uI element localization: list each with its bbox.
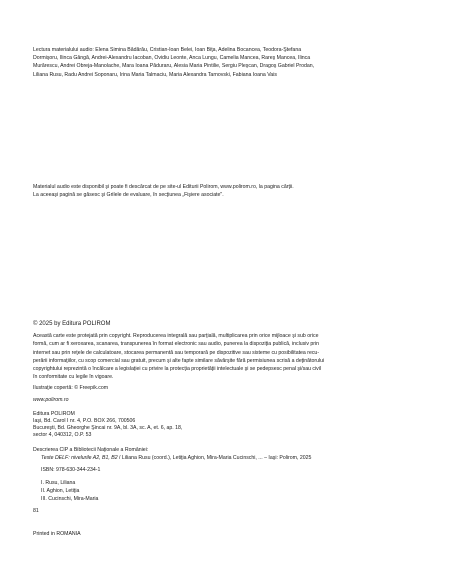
readers-credits: [33, 46, 418, 79]
copyright-notice-line: Această carte este protejată prin copyright. Reproducerea integrală sau parţială, multiplicarea prin orice mijloace şi sub orice: [33, 333, 319, 340]
cover-credit: [33, 384, 418, 392]
cover-credit-line: Ilustraţie copertă: © Freepik.com: [33, 385, 109, 391]
readers-line: Lectura materialului audio: Elena Simina Bădărău, Cristian-Ioan Belei, Ioan Biţa, Adelina Bocancea, Teodora-Ştefana: [33, 47, 302, 53]
publisher-block: [33, 410, 418, 439]
readers-line: Murărescu, Andrei Obreja-Manolache, Mara Ioana Păduraru, Alesia Maria Pintilie, Sergiu Pleşcan, Dragoş Gabriel Prodan,: [33, 63, 315, 70]
classification-code: 81: [33, 508, 39, 515]
copyright-line: © 2025 by Editura POLIROM: [33, 321, 111, 327]
copyright-notice-line: formă, cum ar fi xeroxarea, scanarea, transpunerea în format electronic sau audio, punerea la dispoziţia publică, inclusiv prin: [33, 341, 320, 348]
author-entry: I. Rusu, Liliana: [41, 479, 76, 486]
audio-note-line: La aceeaşi pagină se găsesc şi Grilele de evaluare, în secţiunea „Fişiere asociate".: [33, 192, 224, 199]
audio-note: [33, 183, 418, 199]
copyright-section: [33, 320, 418, 381]
audio-note-line: Materialul audio este disponibil şi poate fi descărcat de pe site-ul Editurii Polirom, www.polirom.ro, la pagina cărţii.: [33, 184, 294, 190]
printed-in: [33, 530, 418, 538]
publisher-address-line: Bucureşti, Bd. Gheorghe Şincai nr. 9A, bl. 3A, sc. A, et. 6, ap. 18,: [33, 425, 183, 432]
website-link: www.polirom.ro: [33, 397, 69, 403]
readers-line: Dormişoru, Ilinca Gângă, Andrei-Alexandru Iacoban, Ovidiu Leonte, Anca Lungu, Camelia Mancea, Rareş Mancea, Ilinca: [33, 55, 311, 62]
copyright-notice-line: internet sau prin reţele de calculatoare, stocarea permanentă sau temporară pe dispozitive sau sisteme cu posibilitatea recu-: [33, 349, 320, 356]
copyright-notice-line: copyrightului reprezintă o încălcare a legislaţiei cu privire la protecţia proprietăţii intelectuale şi se pedepsesc penal şi/sau civil: [33, 366, 322, 373]
publisher-name: Editura POLIROM: [33, 411, 75, 417]
publisher-address-line: Iaşi, Bd. Carol I nr. 4, P.O. BOX 266, 700506: [33, 418, 136, 425]
cip-book-details: / Liliana Rusu (coord.), Letiţia Aghion, Mira-Maria Cucinschi, ... – Iaşi: Polirom, 2025: [117, 455, 312, 462]
website: [33, 396, 418, 404]
isbn: ISBN: 978-630-344-234-1: [41, 467, 101, 474]
author-entry: II. Aghion, Letiţia: [41, 487, 80, 494]
printed-in-line: Printed in ROMANIA: [33, 531, 81, 537]
cip-book-title: Teste DELF: nivelurile A2, B1, B2: [41, 455, 118, 462]
readers-line: Liliana Rusu, Radu Andrei Soponaru, Irina Maria Talmaciu, Maria Alexandra Tarnovski, Fabiana Ioana Vais: [33, 71, 277, 78]
publisher-address-line: sector 4, 040312, O.P. 53: [33, 432, 92, 439]
copyright-notice-line: perării informaţiilor, cu scop comercial sau gratuit, precum şi alte fapte similare săvârşite fără permisiunea scrisă a deţinătorului: [33, 357, 325, 364]
cip-heading: Descrierea CIP a Bibliotecii Naţionale a României:: [33, 447, 149, 453]
author-entry: III. Cucinschi, Mira-Maria: [41, 496, 99, 503]
copyright-notice-line: în conformitate cu legile în vigoare.: [33, 374, 114, 381]
cip-description: [33, 454, 418, 462]
cip-block: [33, 446, 418, 515]
